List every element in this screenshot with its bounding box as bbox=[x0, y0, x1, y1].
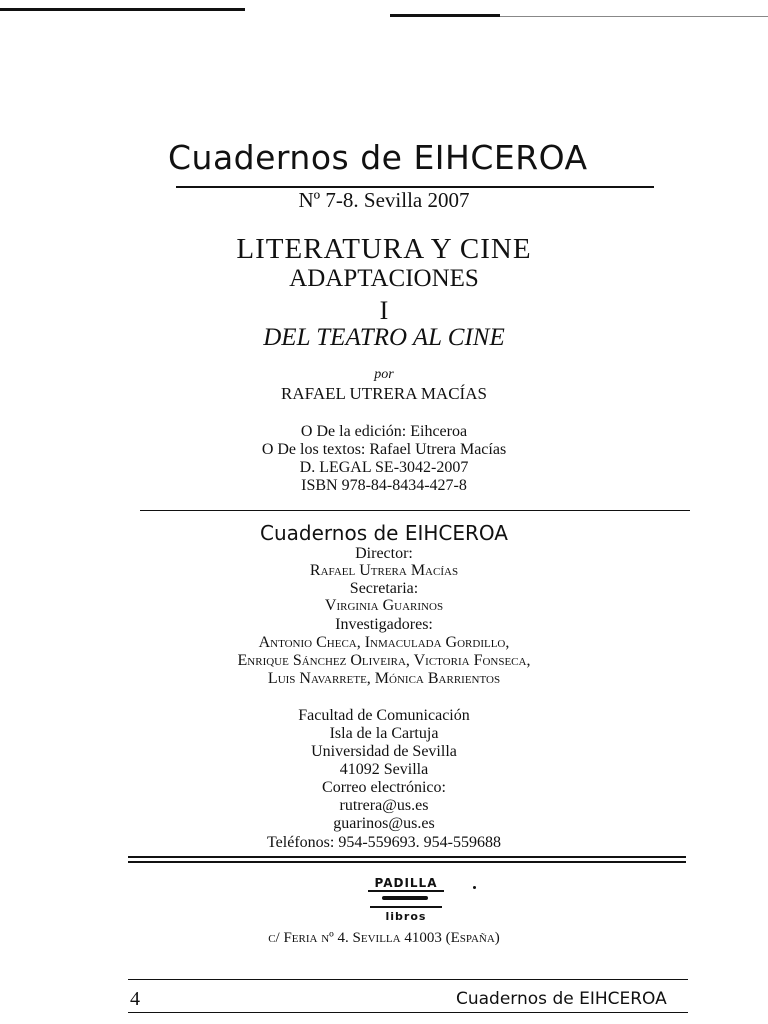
secretary-label: Secretaria: bbox=[349, 580, 419, 597]
email-guarinos[interactable]: guarinos@us.es bbox=[333, 815, 435, 832]
page-number: 4 bbox=[130, 988, 140, 1010]
footer-rule bbox=[128, 979, 688, 980]
series-title: Cuadernos de EIHCEROA bbox=[168, 138, 588, 177]
publisher-logo-pen-icon bbox=[382, 896, 428, 900]
copyright-edition: O De la edición: Eihceroa bbox=[300, 423, 468, 440]
publisher-address: c/ Feria nº 4. Sevilla 41003 (España) bbox=[268, 930, 500, 946]
volume-number: I bbox=[379, 296, 389, 325]
stray-dot bbox=[473, 886, 476, 889]
top-scan-line-right bbox=[500, 16, 768, 17]
double-rule-bottom bbox=[128, 861, 686, 863]
publisher-logo-top-text: PADILLA bbox=[368, 876, 444, 892]
section-divider bbox=[140, 510, 690, 511]
email-label: Correo electrónico: bbox=[322, 779, 446, 796]
secretary-name: Virginia Guarinos bbox=[324, 597, 444, 614]
campus: Isla de la Cartuja bbox=[329, 725, 439, 742]
director-label: Director: bbox=[355, 545, 413, 562]
top-scan-line-left bbox=[0, 8, 245, 11]
book-subtitle: DEL TEATRO AL CINE bbox=[263, 324, 505, 351]
issue-line: Nº 7-8. Sevilla 2007 bbox=[298, 188, 470, 212]
faculty: Facultad de Comunicación bbox=[298, 707, 470, 724]
top-scan-line-mid bbox=[390, 14, 500, 17]
researchers-line1: Antonio Checa, Inmaculada Gordillo, bbox=[258, 634, 510, 651]
publisher-logo-rule bbox=[370, 906, 442, 908]
footer-rule-bottom bbox=[128, 1012, 688, 1013]
university: Universidad de Sevilla bbox=[311, 743, 457, 760]
running-title: Cuadernos de EIHCEROA bbox=[456, 989, 667, 1009]
by-label: por bbox=[374, 367, 394, 382]
email-utrera[interactable]: rutrera@us.es bbox=[339, 797, 429, 814]
double-rule-top bbox=[128, 856, 686, 858]
journal-name: Cuadernos de EIHCEROA bbox=[260, 521, 508, 545]
book-title-line2: ADAPTACIONES bbox=[289, 265, 479, 292]
phone-numbers: Teléfonos: 954-559693. 954-559688 bbox=[267, 834, 501, 851]
publisher-logo bbox=[366, 876, 446, 928]
researchers-line3: Luis Navarrete, Mónica Barrientos bbox=[267, 670, 501, 687]
legal-deposit: D. LEGAL SE-3042-2007 bbox=[299, 459, 469, 476]
publisher-logo-bottom-text: libros bbox=[385, 910, 427, 923]
director-name: Rafael Utrera Macías bbox=[309, 562, 459, 579]
book-title-line1: LITERATURA Y CINE bbox=[236, 233, 532, 265]
postal-city: 41092 Sevilla bbox=[339, 761, 429, 778]
researchers-line2: Enrique Sánchez Oliveira, Victoria Fonseca, bbox=[237, 652, 531, 669]
isbn: ISBN 978-84-8434-427-8 bbox=[301, 477, 467, 494]
copyright-texts: O De los textos: Rafael Utrera Macías bbox=[261, 441, 507, 458]
researchers-label: Investigadores: bbox=[335, 616, 433, 633]
author-name: RAFAEL UTRERA MACÍAS bbox=[281, 384, 487, 403]
